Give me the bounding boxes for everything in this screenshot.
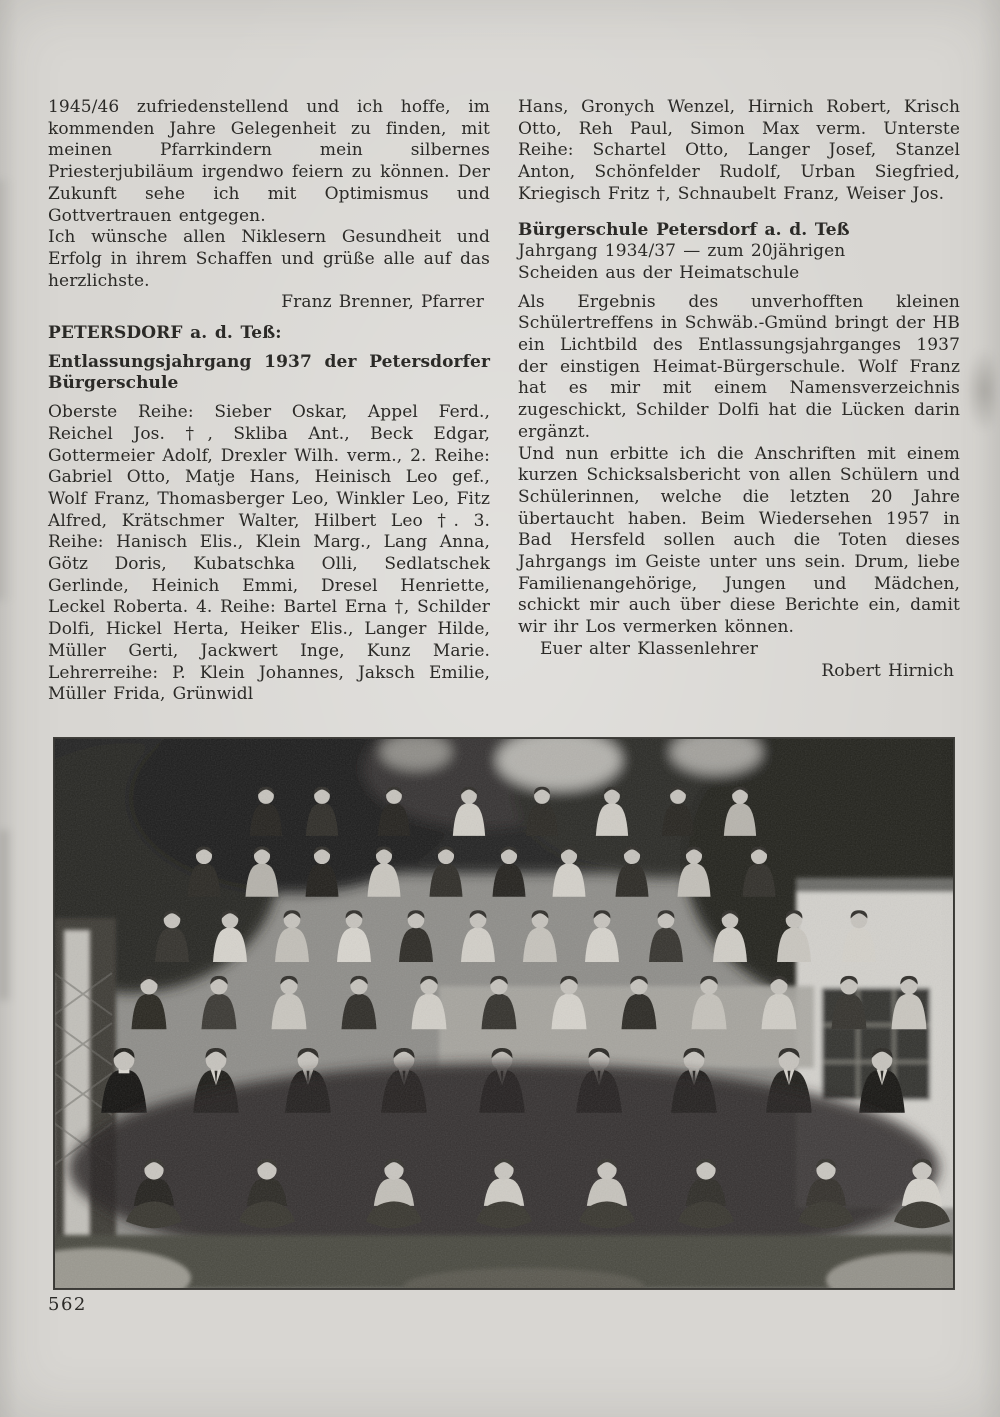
paragraph-names-list: Oberste Reihe: Sieber Oskar, Appel Ferd., Reichel Jos. †, Skliba Ant., Beck Edgar, Gottermeier Adolf, Drexler Wilh. verm., 2. Reihe: Gabriel Otto, Matje Hans, Heinisch Leo gef., Wolf Franz, Thomasberger Leo, Winkler Leo, Fitz Alfred, Krätschmer Walter, Hilbert Leo †. 3. Reihe: Hanisch Elis., Klein Marg., Lang Anna, Götz Doris, Kubatschka Olli, Sedlatschek Gerlinde, Heinich Emmi, Dresel Henriette, Leckel Roberta. 4. Reihe: Bartel Erna †, Schilder Dolfi, Hickel Herta, Heiker Elis., Langer Hilde, Müller Gerti, Jackwert Inge, Kunz Marie. Lehrerreihe: P. Klein Johannes, Jaksch Emilie, Müller Frida, Grünwidl	[48, 402, 490, 705]
paragraph-pfarrer-2: Ich wünsche allen Niklesern Gesundheit und Erfolg in ihrem Schaffen und grüße alle auf das herzlichste.	[48, 227, 490, 291]
paragraph-pfarrer-1: 1945/46 zufriedenstellend und ich hoffe, im kommenden Jahre Gelegenheit zu finden, mit meinen Pfarrkindern mein silbernes Priesterjubiläum irgendwo feiern zu können. Der Zukunft sehe ich mit Optimismus und Gottvertrauen entgegen.	[48, 97, 490, 226]
scan-smudge-left	[0, 830, 12, 1000]
photo-grain	[54, 738, 954, 1289]
left-column	[48, 97, 490, 706]
right-column	[518, 97, 960, 691]
class-photo-illustration	[54, 738, 954, 1289]
scan-smudge-top-left	[0, 180, 12, 600]
paragraph-names-continued: Hans, Gronych Wenzel, Hirnich Robert, Krisch Otto, Reh Paul, Simon Max verm. Unterste Reihe: Schartel Otto, Langer Josef, Stanzel Anton, Schönfelder Rudolf, Urban Siegfried, Kriegisch Fritz †, Schnaubelt Franz, Weiser Jos.	[518, 97, 960, 204]
scan-smudge-right	[965, 348, 997, 433]
subheading-jahrgang-line1: Jahrgang 1934/37 — zum 20jährigen	[518, 241, 846, 262]
subheading-entlassungsjahrgang: Entlassungsjahrgang 1937 der Petersdorfer Bürgerschule	[48, 351, 490, 394]
closing-line: Euer alter Klassenlehrer	[540, 638, 759, 659]
subheading-jahrgang-line2: Scheiden aus der Heimatschule	[518, 262, 800, 283]
page-number: 562	[48, 1294, 87, 1315]
signature-robert-hirnich: Robert Hirnich	[821, 660, 954, 681]
heading-buergerschule: Bürgerschule Petersdorf a. d. Teß	[518, 219, 850, 240]
class-photo	[53, 737, 955, 1290]
paragraph-anschriften: Und nun erbitte ich die Anschriften mit einem kurzen Schicksalsbericht von allen Schülern und Schülerinnen, welche die letzten 20 Jahre übertaucht haben. Beim Wiedersehen 1957 in Bad Hersfeld sollen auch die Toten dieses Jahrgangs im Geiste unter uns sein. Drum, liebe Familienangehörige, Jungen und Mädchen, schickt mir auch über diese Berichte ein, damit wir ihr Los vermerken können.	[518, 443, 960, 638]
signature-franz-brenner: Franz Brenner, Pfarrer	[281, 292, 484, 313]
paragraph-ergebnis: Als Ergebnis des unverhofften kleinen Schülertreffens in Schwäb.-Gmünd bringt der HB ein Lichtbild des Entlassungsjahrganges 1937 der einstigen Heimat-Bürgerschule. Wolf Franz hat es mir mit einem Namensverzeichnis zugeschickt, Schilder Dolfi hat die Lücken darin ergänzt.	[518, 291, 960, 442]
heading-petersdorf: PETERSDORF a. d. Teß:	[48, 323, 282, 344]
